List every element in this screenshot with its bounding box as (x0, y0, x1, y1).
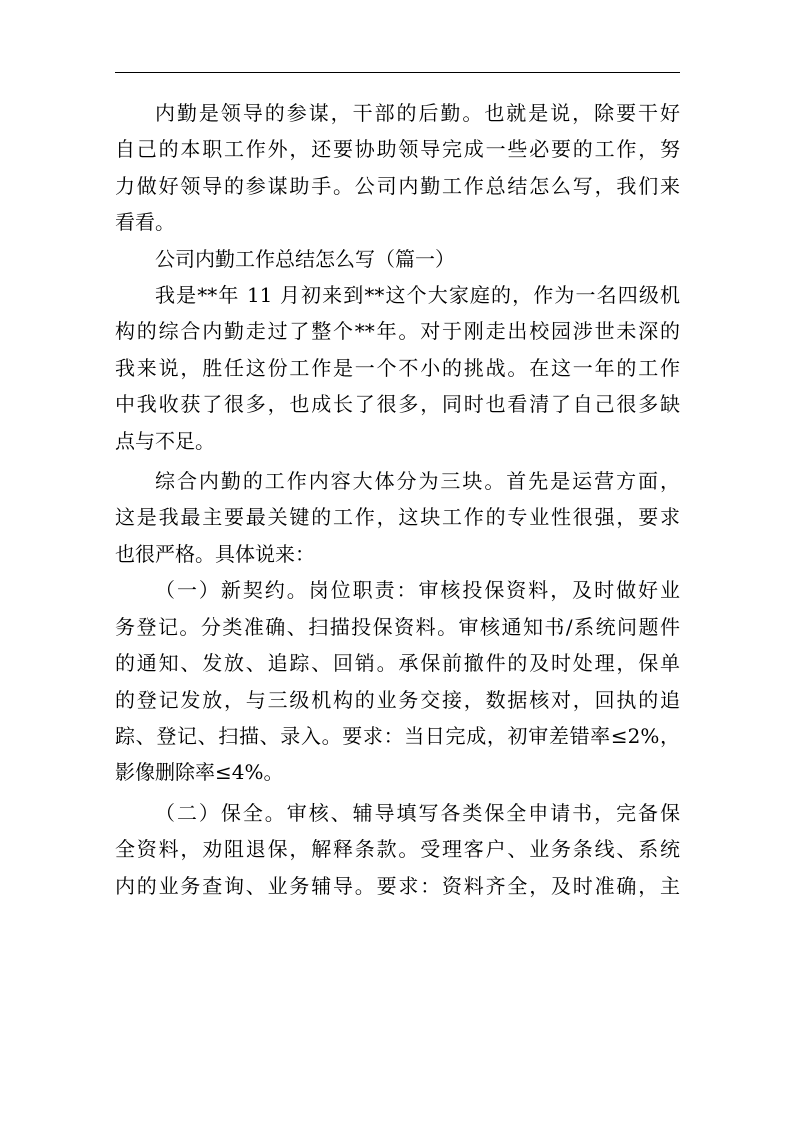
text-line: 自己的本职工作外，还要协助领导完成一些必要的工作，努 (115, 137, 680, 162)
intro-paragraph (115, 95, 680, 241)
text-line: 的登记发放，与三级机构的业务交接，数据核对，回执的追 (115, 687, 680, 712)
text-line: 全资料，劝阻退保，解释条款。受理客户、业务条线、系统 (115, 837, 680, 862)
section-heading (115, 241, 680, 277)
paragraph-2 (115, 463, 680, 572)
text-line: 影像删除率≤4%。 (115, 760, 284, 785)
text-line: 力做好领导的参谋助手。公司内勤工作总结怎么写，我们来 (115, 173, 680, 198)
text-line: 我是**年 11 月初来到**这个大家庭的，作为一名四级机 (155, 283, 680, 308)
text-line: 中我收获了很多，也成长了很多，同时也看清了自己很多缺 (115, 392, 680, 417)
paragraph-4 (115, 795, 680, 904)
text-line: 我来说，胜任这份工作是一个不小的挑战。在这一年的工作 (115, 355, 680, 380)
text-line: 的通知、发放、追踪、回销。承保前撤件的及时处理，保单 (115, 651, 680, 676)
text-line: （二）保全。审核、辅导填写各类保全申请书，完备保 (155, 800, 680, 825)
text-line: 看看。 (115, 210, 175, 235)
paragraph-1 (115, 277, 680, 459)
text-line: 也很严格。具体说来： (115, 541, 315, 566)
paragraph-3 (115, 572, 680, 790)
text-line: 点与不足。 (115, 428, 215, 453)
text-line: 内勤是领导的参谋，干部的后勤。也就是说，除要干好 (155, 101, 680, 125)
text-line: （一）新契约。岗位职责：审核投保资料，及时做好业 (155, 578, 680, 603)
text-line: 踪、登记、扫描、录入。要求：当日完成，初审差错率≤2%， (115, 723, 680, 748)
text-line: 构的综合内勤走过了整个**年。对于刚走出校园涉世未深的 (115, 319, 680, 344)
text-line: 内的业务查询、业务辅导。要求：资料齐全，及时准确，主 (115, 873, 680, 898)
header-rule (115, 72, 680, 73)
text-line: 综合内勤的工作内容大体分为三块。首先是运营方面， (155, 469, 680, 494)
heading-text: 公司内勤工作总结怎么写（篇一） (155, 246, 455, 271)
text-line: 这是我最主要最关键的工作，这块工作的专业性很强，要求 (115, 505, 680, 530)
text-line: 务登记。分类准确、扫描投保资料。审核通知书/系统问题件 (115, 614, 680, 639)
document-body (115, 95, 680, 904)
